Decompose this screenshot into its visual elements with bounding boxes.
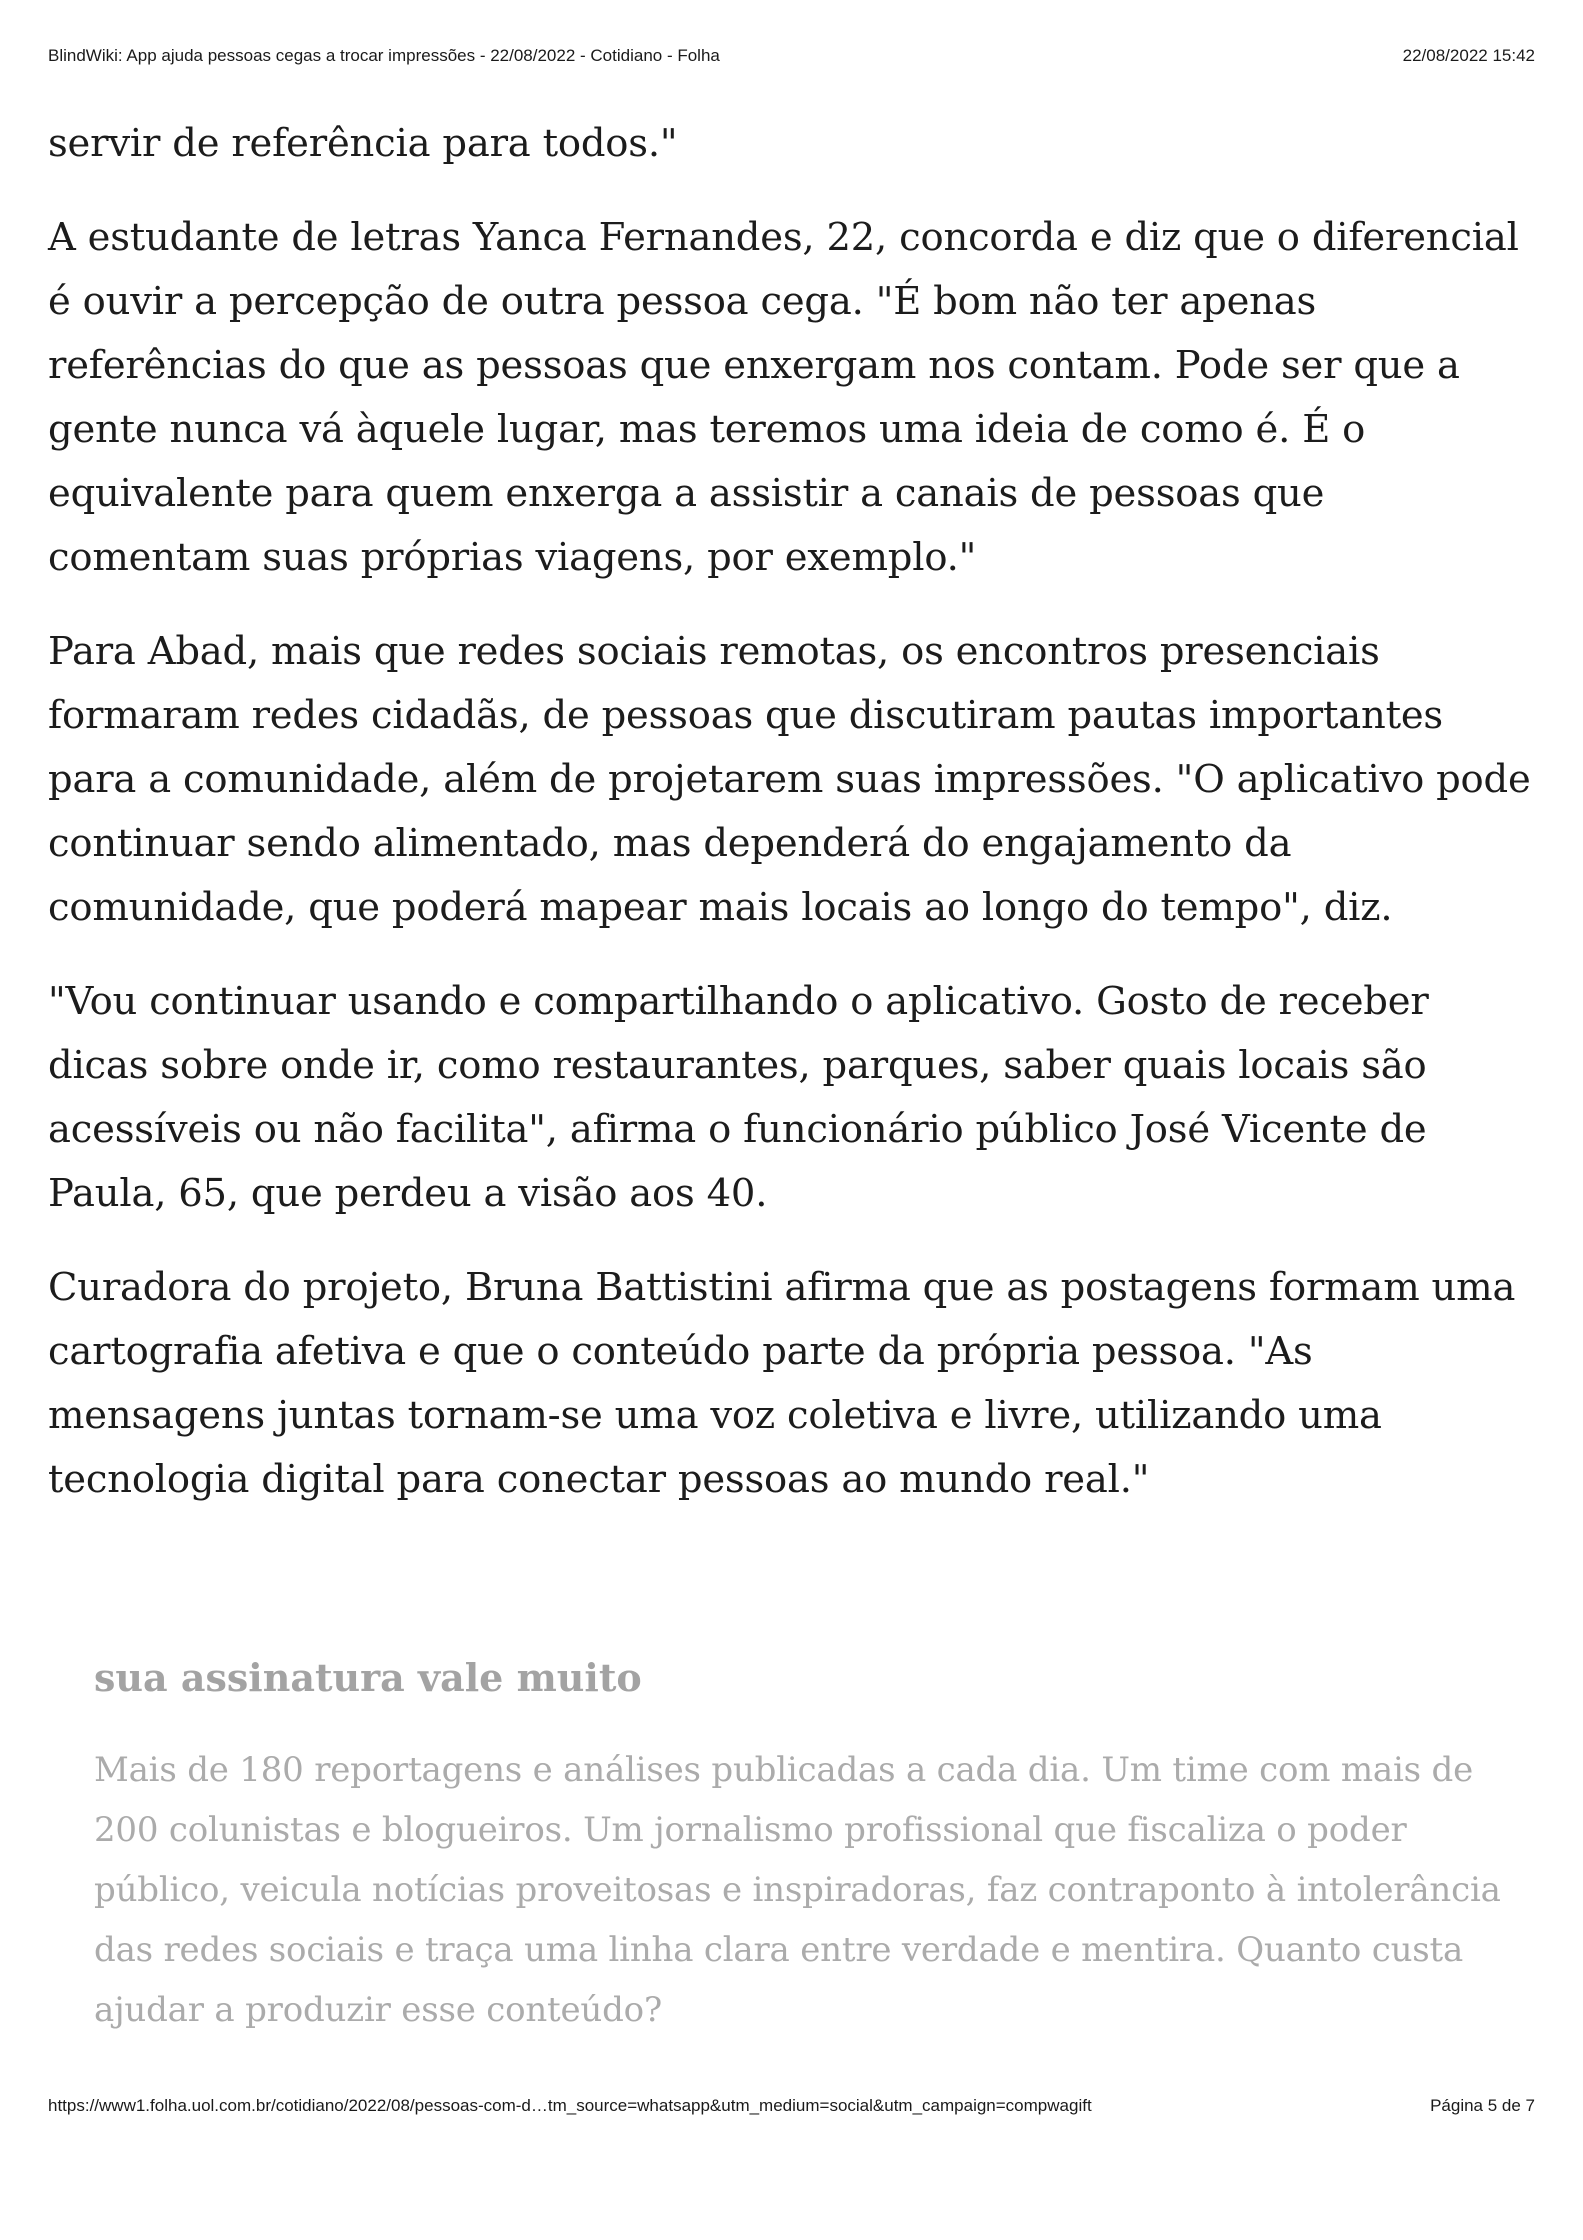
article-paragraph: "Vou continuar usando e compartilhando o aplicativo. Gosto de receber dicas sobre onde ir, como restaurantes, parques, saber quais locais são acessíveis ou não facilita", afirma o funcionário público José Vicente de Paula, 65, que perdeu a visão aos 40. [48, 979, 1429, 1216]
page-url[interactable]: https://www1.folha.uol.com.br/cotidiano/2022/08/pessoas-com-d…tm_source=whatsapp&utm_medium=social&utm_campaign=compwagift [48, 2096, 1092, 2115]
subscription-text: Mais de 180 reportagens e análises publicadas a cada dia. Um time com mais de 200 colunistas e blogueiros. Um jornalismo profissional que fiscaliza o poder público, veicula notícias proveitosas e inspiradoras, faz contraponto à intolerância das redes sociais e traça uma linha clara entre verdade e mentira. Quanto custa ajudar a produzir esse conteúdo? [94, 1750, 1501, 2030]
print-header [48, 46, 1535, 72]
article-paragraph: servir de referência para todos." [48, 121, 678, 166]
print-footer [48, 2096, 1535, 2122]
page-number: Página 5 de 7 [1430, 2096, 1535, 2115]
page-title: BlindWiki: App ajuda pessoas cegas a trocar impressões - 22/08/2022 - Cotidiano - Folha [48, 46, 720, 65]
print-datetime: 22/08/2022 15:42 [1402, 46, 1535, 65]
article-paragraph: Curadora do projeto, Bruna Battistini afirma que as postagens formam uma cartografia afetiva e que o conteúdo parte da própria pessoa. "As mensagens juntas tornam-se uma voz coletiva e livre, utilizando uma tecnologia digital para conectar pessoas ao mundo real." [48, 1265, 1516, 1502]
article-paragraph: Para Abad, mais que redes sociais remotas, os encontros presenciais formaram redes cidadãs, de pessoas que discutiram pautas importantes para a comunidade, além de projetarem suas impressões. "O aplicativo pode continuar sendo alimentado, mas dependerá do engajamento da comunidade, que poderá mapear mais locais ao longo do tempo", diz. [48, 629, 1531, 930]
article-paragraph: A estudante de letras Yanca Fernandes, 22, concorda e diz que o diferencial é ouvir a percepção de outra pessoa cega. "É bom não ter apenas referências do que as pessoas que enxergam nos contam. Pode ser que a gente nunca vá àquele lugar, mas teremos uma ideia de como é. É o equivalente para quem enxerga a assistir a canais de pessoas que comentam suas próprias viagens, por exemplo." [48, 215, 1519, 580]
subscription-promo [94, 1650, 1534, 2040]
article-body [48, 112, 1538, 1542]
subscription-heading: sua assinatura vale muito [94, 1655, 642, 1700]
